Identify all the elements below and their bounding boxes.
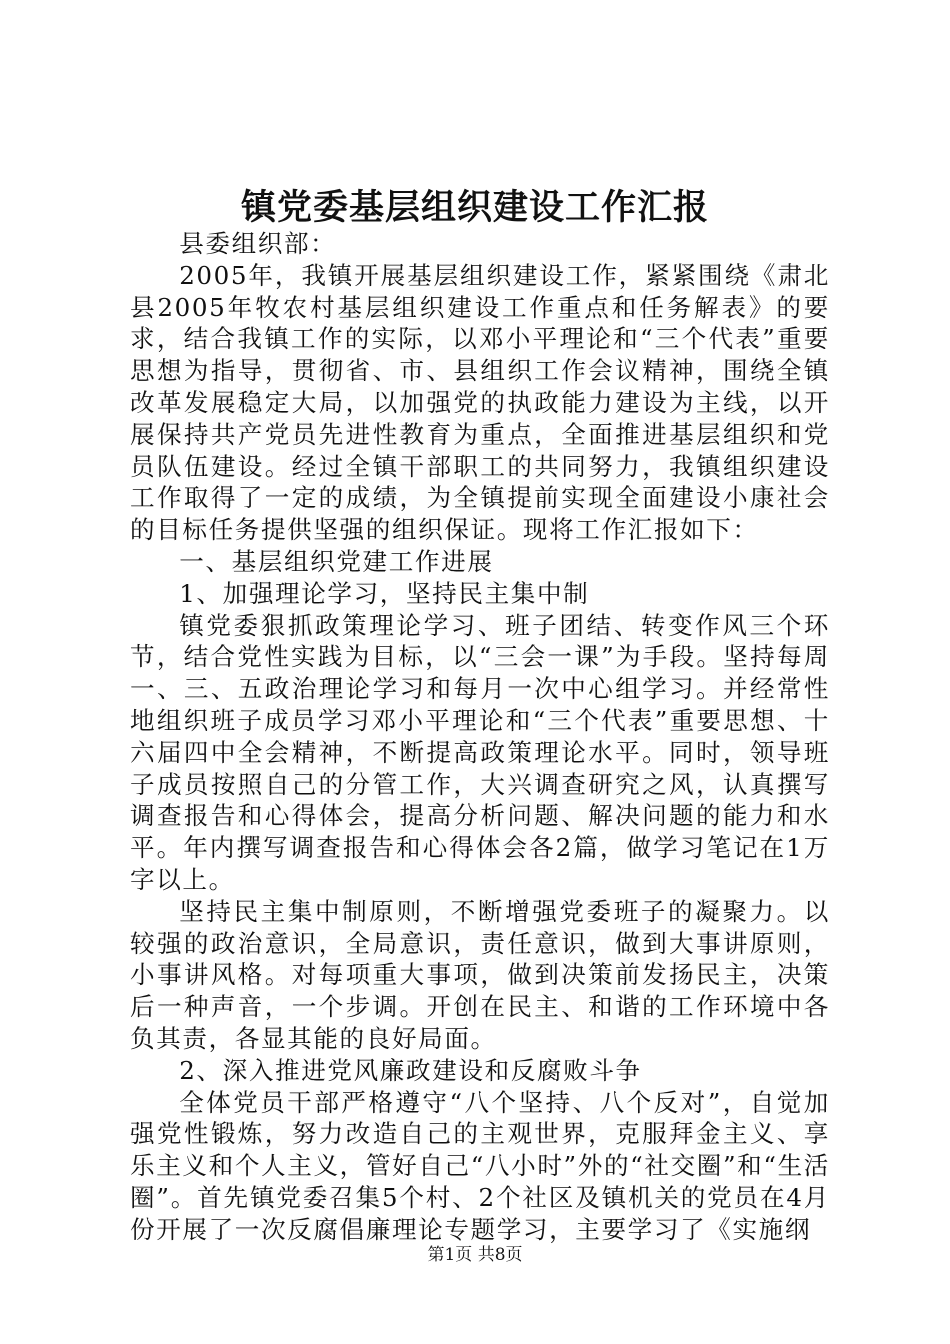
paragraph-intro: 2005年，我镇开展基层组织建设工作，紧紧围绕《肃北县2005年牧农村基层组织建设工作重点和任务解表》的要求，结合我镇工作的实际，以邓小平理论和“三个代表”重要思想为指导，贯彻省、市、县组织工作会议精神，围绕全镇改革发展稳定大局，以加强党的执政能力建设为主线，以开展保持共产党员先进性教育为重点，全面推进基层组织和党员队伍建设。经过全镇干部职工的共同努力，我镇组织建设工作取得了一定的成绩，为全镇提前实现全面建设小康社会的目标任务提供坚强的组织保证。现将工作汇报如下：	[130, 260, 830, 545]
document-title: 镇党委基层组织建设工作汇报	[240, 187, 709, 228]
subsection-heading-2: 2、深入推进党风廉政建设和反腐败斗争	[179, 1055, 642, 1085]
paragraph-democratic-centralism: 坚持民主集中制原则，不断增强党委班子的凝聚力。以较强的政治意识，全局意识，责任意识，做到大事讲原则，小事讲风格。对每项重大事项，做到决策前发扬民主，决策后一种声音，一个步调。开创在民主、和谐的工作环境中各负其责，各显其能的良好局面。	[130, 896, 830, 1053]
paragraph-theory-study: 镇党委狠抓政策理论学习、班子团结、转变作风三个环节，结合党性实践为目标，以“三会一课”为手段。坚持每周一、三、五政治理论学习和每月一次中心组学习。并经常性地组织班子成员学习邓小平理论和“三个代表”重要思想、十六届四中全会精神，不断提高政策理论水平。同时，领导班子成员按照自己的分管工作，大兴调查研究之风，认真撰写调查报告和心得体会，提高分析问题、解决问题的能力和水平。年内撰写调查报告和心得体会各2篇，做学习笔记在1万字以上。	[130, 610, 830, 894]
subsection-heading-1: 1、加强理论学习，坚持民主集中制	[179, 578, 590, 608]
salutation: 县委组织部：	[179, 229, 337, 258]
paragraph-anti-corruption: 全体党员干部严格遵守“八个坚持、八个反对”，自觉加强党性锻炼，努力改造自己的主观世界，克服拜金主义、享乐主义和个人主义，管好自己“八小时”外的“社交圈”和“生活圈”。首先镇党委召集5个村、2个社区及镇机关的党员在4月份开展了一次反腐倡廉理论专题学习，主要学习了《实施纲	[130, 1087, 830, 1244]
page-footer: 第1页 共8页	[427, 1245, 523, 1265]
section-heading-1: 一、基层组织党建工作进展	[179, 546, 494, 576]
document-body	[130, 228, 830, 1246]
